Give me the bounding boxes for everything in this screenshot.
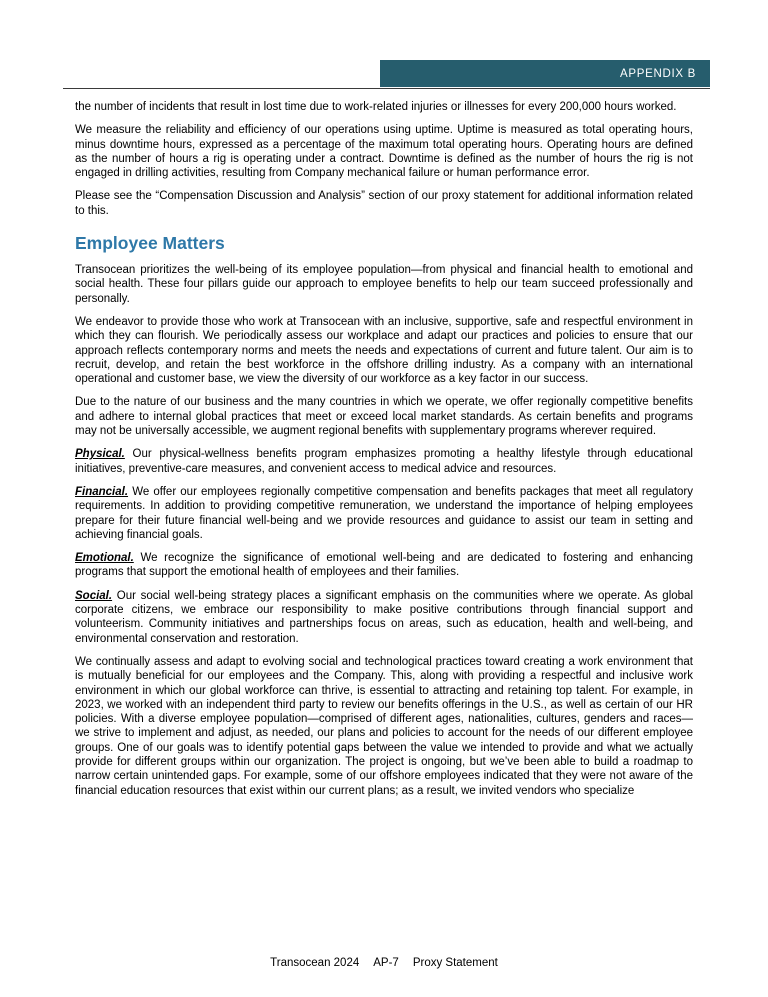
footer-company-year: Transocean 2024: [270, 957, 360, 969]
section-heading-employee-matters: Employee Matters: [75, 233, 225, 254]
footer-page-number: AP-7: [373, 957, 399, 969]
pillar-lead-emotional: Emotional.: [75, 552, 134, 565]
footer-document-name: Proxy Statement: [412, 957, 498, 969]
intro-paragraph-1: the number of incidents that result in lost time due to work-related injuries or illnesses for every 200,000 hours worked.: [75, 101, 677, 113]
closing-paragraph: We continually assess and adapt to evolving social and technological practices toward creating a work environment that is mutually beneficial for our employees and the Company. This, along with providing a respectful and inclusive work environment in which our global workforce can thrive, is essential to attracting and retaining top talent. For example, in 2023, we worked with an independent third party to review our benefits offerings in the U.S., as well as certain of our HR policies. With a diverse employee population—comprised of different ages, nationalities, cultures, genders and races—we strive to implement and adjust, as needed, our plans and policies to account for the needs of our different employee groups. One of our goals was to identify potential gaps between the value we intended to provide and what we actually provide for different groups within our organization. The project is ongoing, but we’ve been able to build a roadmap to narrow certain unintended gaps. For example, some of our offshore employees indicated that they were not aware of the financial education resources that exist within our current plans; as a result, we invited vendors who specialize: [75, 655, 693, 797]
section-paragraph-3: Due to the nature of our business and the many countries in which we operate, we offer regionally competitive benefits and adhere to internal global practices that meet or exceed local market standards. As certain benefits and programs may not be universally accessible, we augment regional benefits with supplementary programs wherever required.: [75, 396, 693, 438]
section-paragraph-2: We endeavor to provide those who work at Transocean with an inclusive, supportive, safe and respectful environment in which they can flourish. We periodically assess our workplace and adapt our practices and policies to ensure that our approach reflects contemporary norms and meets the needs and expectations of current and future talent. Our aim is to recruit, develop, and retain the best workforce in the offshore drilling industry. As a company with an international operational and customer base, we view the diversity of our workforce as a key factor in our success.: [75, 315, 693, 386]
pillar-paragraph-emotional: [75, 551, 693, 580]
pillar-text-social: Our social well-being strategy places a significant emphasis on the communities where we operate. As global corporate citizens, we embrace our responsibility to make positive contributions through financial support and volunteerism. Community initiatives and partnerships focus on areas, such as education, health and well-being, and environmental conservation and restoration.: [75, 589, 693, 645]
intro-paragraph-2: We measure the reliability and efficiency of our operations using uptime. Uptime is measured as total operating hours, minus downtime hours, expressed as a percentage of the maximum total operating hours. Operating hours are defined as the number of hours a rig is operating under a contract. Downtime is defined as the number of hours the rig is not engaged in drilling activities, resulting from Company mechanical failure or human performance error.: [75, 124, 693, 180]
appendix-tab: [380, 60, 710, 87]
pillar-text-emotional: We recognize the significance of emotional well-being and are dedicated to fostering and enhancing programs that support the emotional health of employees and their families.: [75, 552, 693, 579]
pillar-paragraph-social: [75, 589, 693, 646]
appendix-label: APPENDIX B: [619, 67, 696, 80]
pillar-lead-financial: Financial.: [75, 485, 129, 498]
intro-paragraph-3: Please see the “Compensation Discussion and Analysis” section of our proxy statement for additional information related to this.: [75, 190, 693, 217]
pillar-paragraph-financial: [75, 485, 693, 542]
pillar-lead-social: Social.: [75, 589, 113, 602]
page-content: [75, 100, 693, 798]
pillar-lead-physical: Physical.: [75, 448, 125, 461]
pillar-paragraph-physical: [75, 447, 693, 476]
pillar-text-financial: We offer our employees regionally competitive compensation and benefits packages that meet all regulatory requirements. In addition to providing competitive remuneration, we understand the importance of helping employees prepare for their future financial well-being and we provide resources and guidance to assist our team in setting and achieving financial goals.: [75, 485, 694, 541]
header-rule: [63, 88, 710, 89]
page-footer: [0, 957, 768, 969]
page-header: [63, 0, 710, 89]
pillar-text-physical: Our physical-wellness benefits program emphasizes promoting a healthy lifestyle through educational initiatives, preventive-care measures, and convenient access to medical advice and resources.: [75, 448, 693, 475]
section-paragraph-1: Transocean prioritizes the well-being of its employee population—from physical and financial health to emotional and social health. These four pillars guide our approach to employee benefits to help our team succeed professionally and personally.: [75, 264, 693, 305]
